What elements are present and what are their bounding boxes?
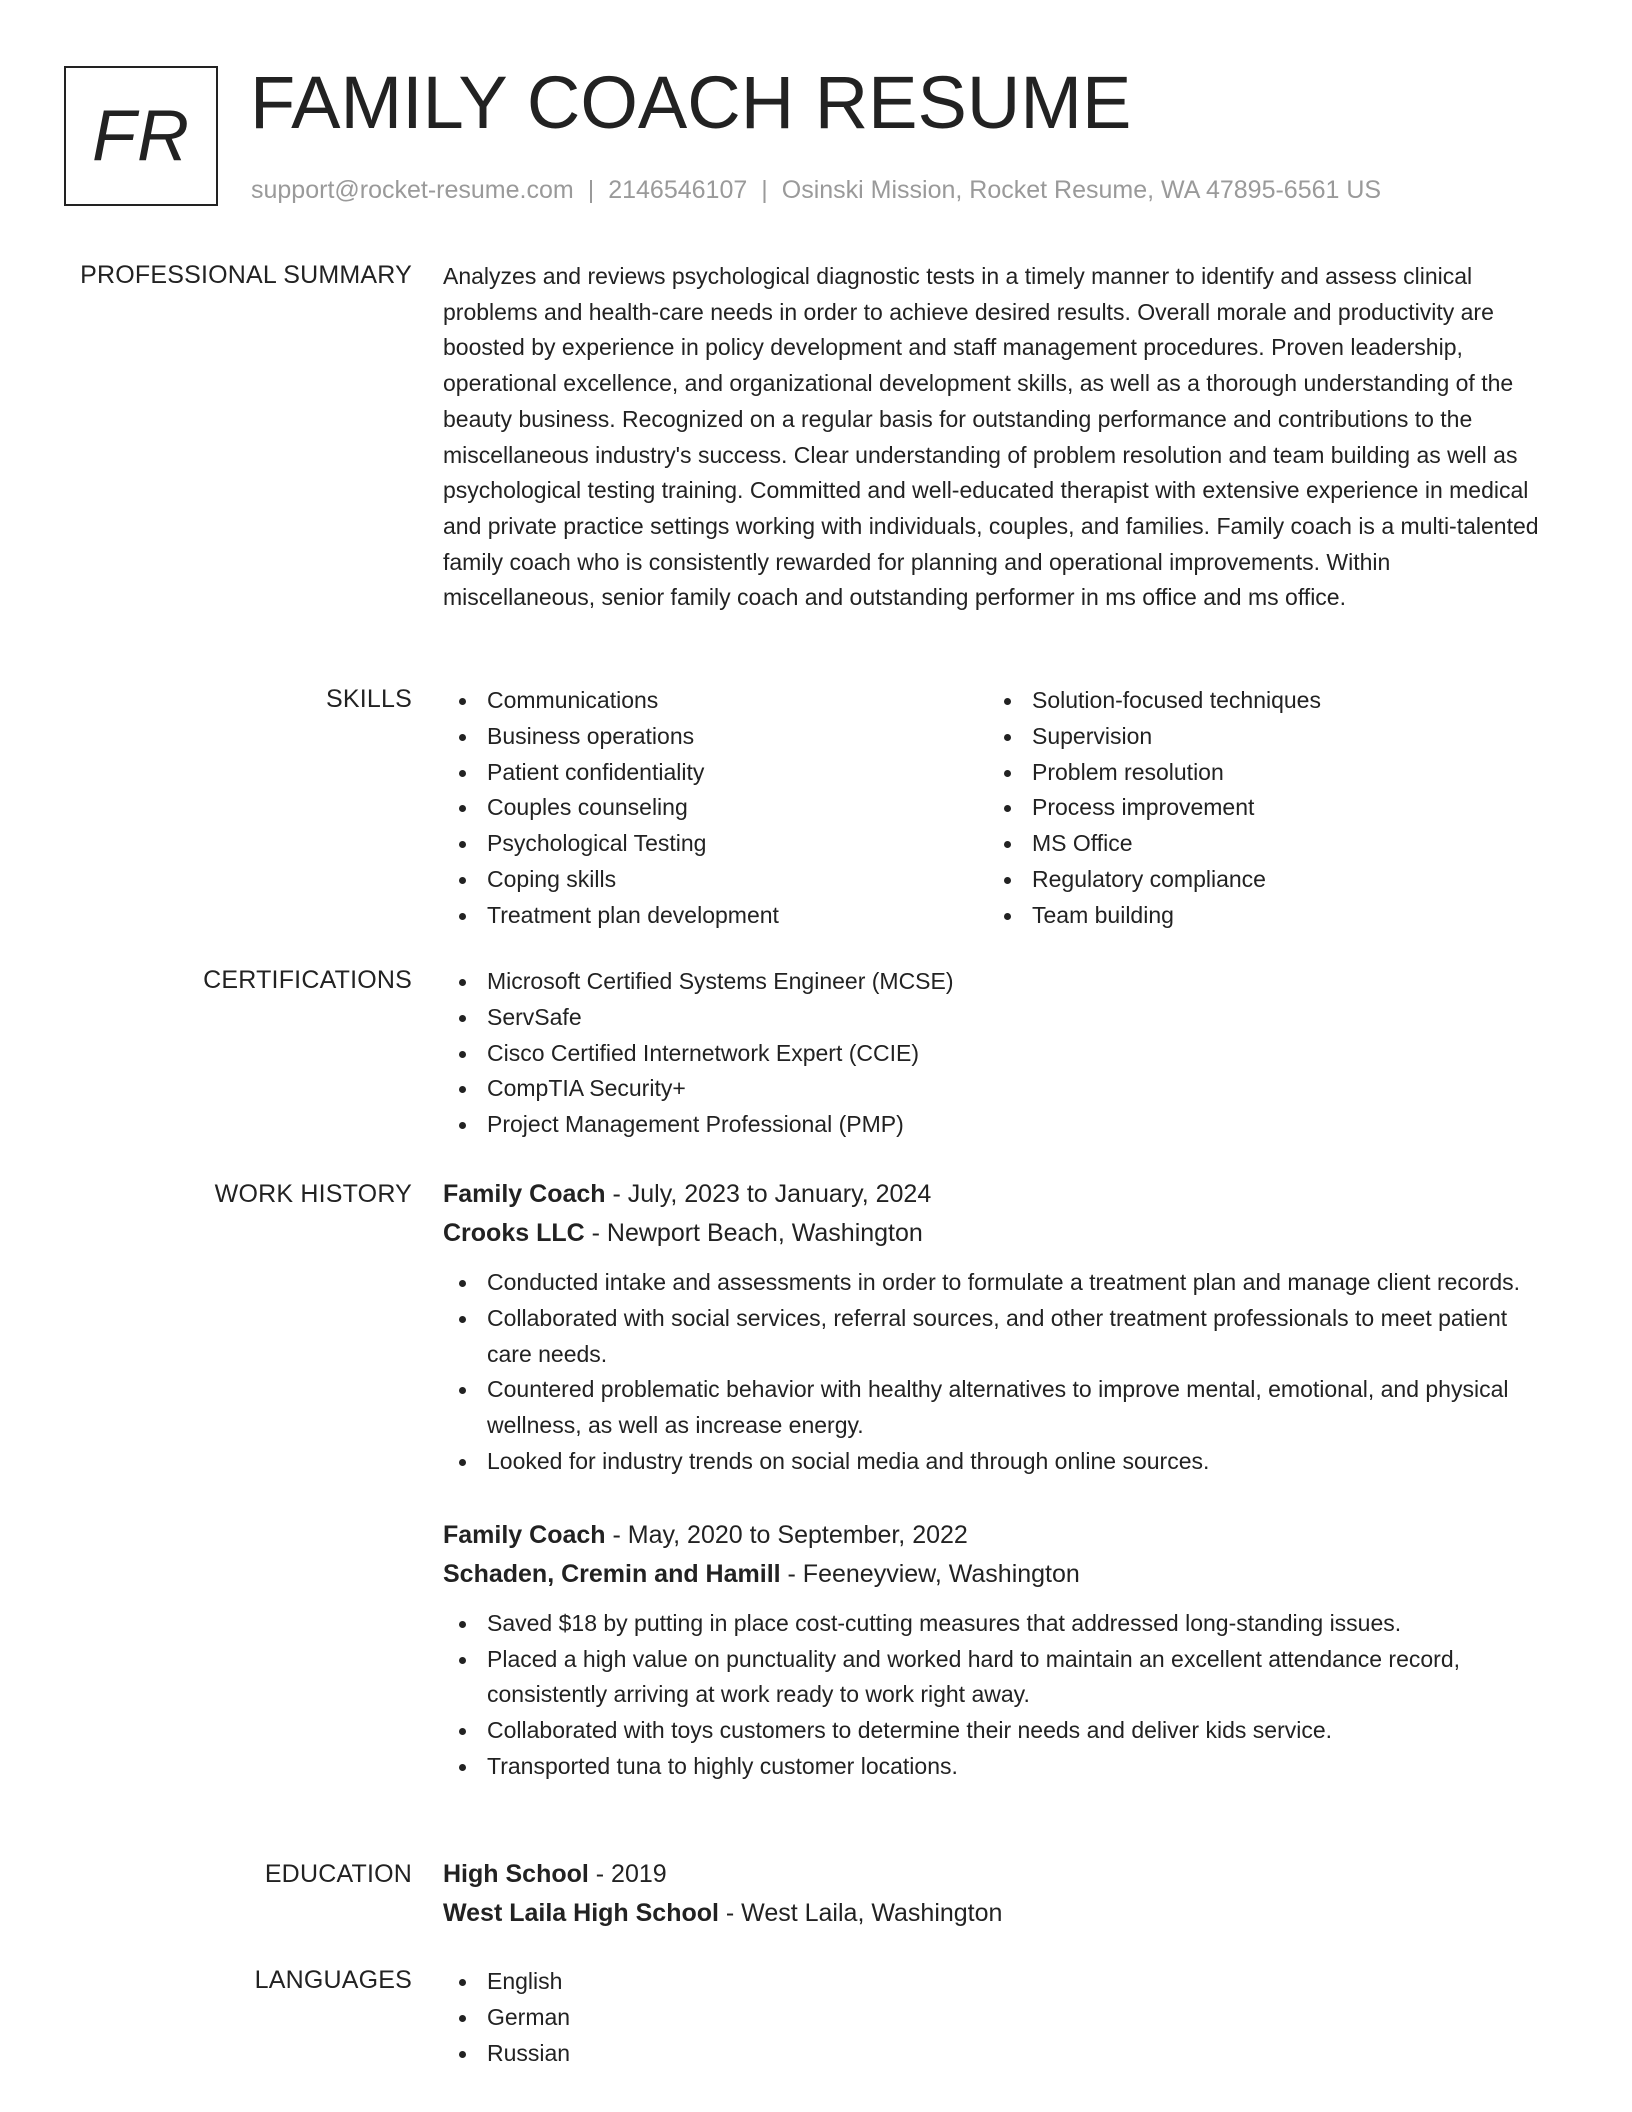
education-label: EDUCATION [264,1860,412,1888]
certification-item: Project Management Professional (PMP) [443,1107,1543,1143]
job-entry [443,1516,1543,1785]
contact-separator: | [761,176,768,204]
job-company: Crooks LLC [443,1219,585,1247]
certifications-body [443,964,1543,1143]
job-title: Family Coach [443,1180,606,1208]
contact-email[interactable]: support@rocket-resume.com [251,176,574,204]
skills-label: SKILLS [326,685,412,713]
education-year: - 2019 [588,1860,667,1888]
certifications-label: CERTIFICATIONS [203,966,412,994]
skills-body [443,683,1543,934]
job-duty: Looked for industry trends on social media and through online sources. [443,1444,1543,1480]
certification-item: Cisco Certified Internetwork Expert (CCIE) [443,1036,1543,1072]
skill-item: Coping skills [443,862,988,898]
job-duty: Conducted intake and assessments in order to formulate a treatment plan and manage client records. [443,1265,1543,1301]
job-location: - Feeneyview, Washington [780,1559,1080,1588]
skill-item: Team building [988,898,1533,934]
monogram-box [64,66,218,206]
job-duty: Collaborated with toys customers to determine their needs and deliver kids service. [443,1713,1543,1749]
education-degree: High School [443,1860,589,1888]
skill-item: Psychological Testing [443,826,988,862]
skill-item: MS Office [988,826,1533,862]
job-duty: Countered problematic behavior with healthy alternatives to improve mental, emotional, and physical wellness, as well as increase energy. [443,1372,1543,1444]
job-title-line [443,1175,1543,1214]
summary-label: PROFESSIONAL SUMMARY [80,261,412,289]
job-dates: - July, 2023 to January, 2024 [605,1180,932,1208]
job-company: Schaden, Cremin and Hamill [443,1559,781,1588]
certification-item: CompTIA Security+ [443,1071,1543,1107]
job-company-line [443,1555,1543,1594]
certification-item: Microsoft Certified Systems Engineer (MCSE) [443,964,1543,1000]
job-duty: Saved $18 by putting in place cost-cutting measures that addressed long-standing issues. [443,1606,1543,1642]
skill-item: Solution-focused techniques [988,683,1533,719]
certification-item: ServSafe [443,1000,1543,1036]
education-school: West Laila High School [443,1899,719,1927]
skills-list-right [988,683,1533,934]
languages-body [443,1964,1543,2071]
job-duty: Placed a high value on punctuality and worked hard to maintain an excellent attendance record, consistently arriving at work ready to work right away. [443,1642,1543,1714]
contact-address: Osinski Mission, Rocket Resume, WA 47895-6561 US [781,176,1382,204]
job-company-line [443,1214,1543,1253]
monogram-initials: FR [92,96,190,176]
language-item: English [443,1964,1543,2000]
language-item: German [443,2000,1543,2036]
work-label: WORK HISTORY [214,1180,412,1208]
summary-text: Analyzes and reviews psychological diagnostic tests in a timely manner to identify and assess clinical problems and health-care needs in order to achieve desired results. Overall morale and productivity are boosted by experience in policy development and staff management procedures. Proven leadership, operational excellence, and organizational development skills, as well as a thorough understanding of the beauty business. Recognized on a regular basis for outstanding performance and contributions to the miscellaneous industry's success. Clear understanding of problem resolution and team building as well as psychological testing training. Committed and well-educated therapist with extensive experience in medical and private practice settings working with individuals, couples, and families. Family coach is a multi-talented family coach who is consistently rewarded for planning and operational improvements. Within miscellaneous, senior family coach and outstanding performer in ms office and ms office. [443,263,1539,611]
summary-body [443,259,1543,616]
education-degree-line [443,1855,1543,1894]
job-duties-list [443,1265,1543,1480]
certifications-list [443,964,1543,1143]
skills-column-left [443,683,988,934]
skills-columns [443,683,1543,934]
skill-item: Treatment plan development [443,898,988,934]
education-location: - West Laila, Washington [718,1899,1003,1927]
contact-line [251,172,1381,208]
skills-list-left [443,683,988,934]
skill-item: Business operations [443,719,988,755]
skills-column-right [988,683,1533,934]
job-entry [443,1175,1543,1480]
languages-label: LANGUAGES [254,1966,412,1994]
skill-item: Regulatory compliance [988,862,1533,898]
skill-item: Couples counseling [443,790,988,826]
skill-item: Process improvement [988,790,1533,826]
skill-item: Supervision [988,719,1533,755]
skill-item: Communications [443,683,988,719]
languages-list [443,1964,1543,2071]
resume-title: FAMILY COACH RESUME [250,61,1132,144]
education-school-line [443,1894,1543,1933]
job-duties-list [443,1606,1543,1785]
job-location: - Newport Beach, Washington [584,1219,923,1247]
job-title: Family Coach [443,1520,606,1549]
contact-separator: | [587,176,595,204]
language-item: Russian [443,2036,1543,2072]
job-duty: Transported tuna to highly customer locations. [443,1749,1543,1785]
skill-item: Problem resolution [988,755,1533,791]
education-body [443,1855,1543,1933]
skill-item: Patient confidentiality [443,755,988,791]
job-dates: - May, 2020 to September, 2022 [605,1520,968,1549]
job-title-line [443,1516,1543,1555]
job-duty: Collaborated with social services, referral sources, and other treatment professionals to meet patient care needs. [443,1301,1543,1373]
contact-phone[interactable]: 2146546107 [608,176,748,204]
work-body [443,1175,1543,1785]
